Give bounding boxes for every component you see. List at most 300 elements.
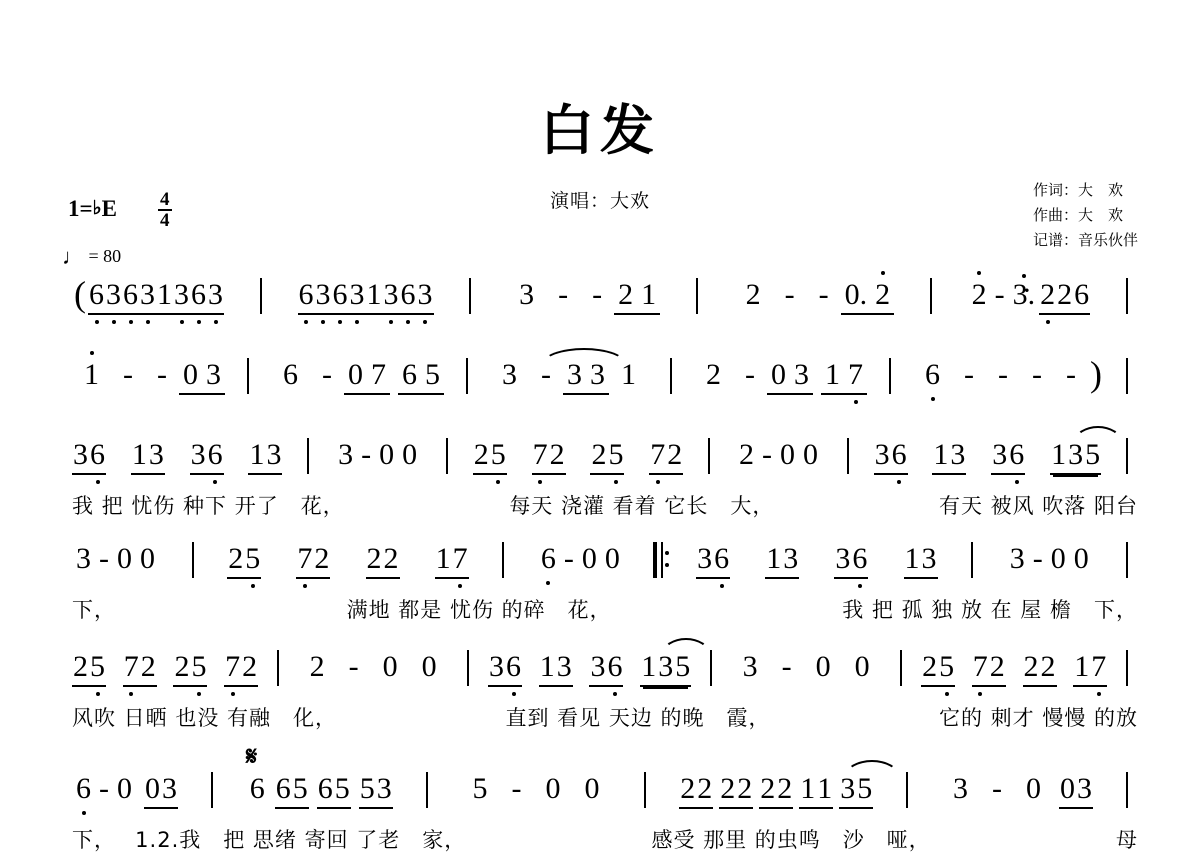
note: 3 [206,358,221,391]
beamed-group [144,772,178,809]
note: 5 [675,650,691,683]
note: 2 [680,772,696,805]
beamed-group [1050,438,1101,475]
note: 3 [190,438,206,471]
beamed-group [532,438,566,475]
barline [260,278,262,314]
key-letter: E [101,196,117,221]
beamed-group [359,772,393,809]
dash: - [994,278,1005,311]
dash: - [563,542,574,575]
note: 5 [191,650,207,683]
beamed-group [1023,650,1057,687]
barline [1126,772,1128,808]
beamed-group [834,542,868,579]
note: 3 [73,438,88,471]
note: 6 [89,278,104,311]
measure [913,354,1104,394]
note: 6 [283,358,298,391]
note: 1 [800,772,816,805]
dash: - [361,438,372,471]
beamed-group [904,542,938,579]
notator-credit: 记谱：音乐伙伴 [1032,231,1138,249]
note: 3 [208,278,223,311]
music-line-1 [0,274,1200,324]
note: 6 [402,358,417,391]
rest: 0 [545,772,561,805]
note: 1 [904,542,920,575]
note: 6 [607,650,623,683]
note: 2 [383,542,399,575]
quarter-note-icon: ♩ [62,244,84,269]
note: 3 [658,650,674,683]
barline [1126,278,1128,314]
dash: - [592,278,603,311]
note: 6 [1009,438,1025,471]
note: 2 [697,772,713,805]
beamed-group [589,650,623,687]
note: 2 [745,278,761,311]
note: 6 [714,542,730,575]
beamed-group [590,438,624,475]
note: 1 [1074,650,1090,683]
dash: - [761,438,772,471]
lyric-segment: 有天 被风 吹落 阳台 [938,494,1138,518]
note: 2 [309,650,325,683]
note: 5 [425,358,440,391]
lyricist-credit: 作词：大 欢 [1032,181,1123,199]
lyric-segment: 每天 浇灌 看着 它长 大， [509,494,775,518]
measure [72,274,224,315]
note: 1 [249,438,265,471]
lyric-segment: 它的 刺才 慢慢 的放 [938,706,1138,730]
barline [644,772,646,808]
note: 6 [852,542,868,575]
note: 2 [738,438,754,471]
composer-credit: 作曲：大 欢 [1032,206,1123,224]
note: 3 [1009,542,1025,575]
note: 3 [338,438,354,471]
measure [334,438,421,472]
note: 5 [472,772,488,805]
note: 6 [249,772,265,805]
dash: - [511,772,522,805]
note: 1 [641,278,657,311]
note: 5 [939,650,955,683]
note: 2 [473,438,489,471]
measure [72,358,225,395]
rest: 0 [145,772,160,805]
beamed-group [72,650,106,687]
beamed-group [767,358,813,395]
note: 5 [292,772,308,805]
barline [277,650,279,686]
note: 2 [549,438,565,471]
note: 1 [539,650,555,683]
measure [246,772,393,809]
note: 3 [489,650,505,683]
dash: - [998,358,1008,391]
beamed-group [874,438,908,475]
note: 2 [366,542,382,575]
note: 2 [706,358,721,391]
beamed-group [72,438,106,475]
tempo-marking [62,242,121,268]
beamed-group [123,650,157,687]
note: 3 [835,542,851,575]
note: 3 [383,278,399,311]
beamed-group [640,650,691,687]
note: 6 [537,542,560,576]
note: 3 [950,438,966,471]
note: 7 [452,542,468,575]
note: 3 [556,650,572,683]
barline [670,358,672,394]
note: 6 [891,438,907,471]
note: 3 [794,358,809,391]
beamed-group [563,358,609,395]
barline [900,650,902,686]
beamed-group [435,542,469,579]
note: 3 [992,438,1008,471]
beamed-group [539,650,573,687]
rest: 0 [402,438,418,471]
note: 3 [874,438,890,471]
dash: - [348,650,359,683]
rest: 0 [1050,542,1066,575]
beamed-group [173,650,207,687]
beamed-group [719,772,753,809]
phrase-open-paren: ( [74,274,86,314]
rest: 0 [771,358,786,391]
beamed-group [932,438,966,475]
note: 3 [567,358,582,391]
beamed-group [344,358,390,395]
barline [192,542,194,578]
beamed-group [821,358,867,395]
note: 5 [608,438,624,471]
segno-icon: 𝄋 [246,742,258,771]
note: 2 [989,650,1005,683]
note: 6 [506,650,522,683]
beamed-group [190,438,224,475]
dash: - [157,358,167,391]
note: 2 [720,772,736,805]
note: 7 [532,438,548,471]
note: 6 [298,278,314,311]
lyric-segment: 直到 看见 天边 的晚 霞， [505,706,771,730]
beamed-group [317,772,351,809]
barline [1126,542,1128,578]
beamed-group-inner [1050,438,1101,475]
rest: 0 [421,650,437,683]
note: 3 [417,278,433,311]
dash: - [558,278,569,311]
note: 5 [359,772,375,805]
note: 2 [968,278,991,312]
rest: 0 [802,438,818,471]
measure [461,772,612,806]
barline [889,358,891,394]
barline [971,542,973,578]
barline [1126,650,1128,686]
note: 1 [366,278,382,311]
note: 3 [502,358,517,391]
note: 3 [266,438,282,471]
note: 6 [191,278,206,311]
dash: - [992,772,1002,805]
singer-credit: 演唱：大欢 [549,190,650,212]
rest: 0 [140,542,155,575]
note: 7 [371,358,386,391]
beamed-group [298,278,434,315]
barline [469,278,471,314]
beamed-group [679,772,713,809]
note: 1 [933,438,949,471]
measure [731,650,882,684]
time-signature [158,190,172,230]
beamed-group [972,650,1006,687]
note: 5 [334,772,350,805]
note: 2 [922,650,938,683]
note: 5 [1085,438,1101,471]
note: 2 [1040,650,1056,683]
note: 7 [123,650,139,683]
note: 3 [1077,772,1092,805]
note: 3 [148,438,164,471]
beamed-group [488,650,522,687]
measure [968,278,1091,315]
meter-numerator: 4 [160,189,170,210]
note: 3 [953,772,968,805]
rest: 0 [382,650,398,683]
rest: 0 [1060,772,1075,805]
note: 3 [349,278,365,311]
note: 2 [314,542,330,575]
beamed-group [366,542,400,579]
dash: - [1032,542,1043,575]
rest: 0 [379,438,395,471]
barline [1126,358,1128,394]
barline [247,358,249,394]
note: 3 [840,772,856,805]
repeat-start-barline [653,542,663,578]
beamed-group-inner [640,650,691,687]
phrase-close-paren: ) [1090,354,1102,394]
rest: 0 [183,358,198,391]
dash: - [1032,358,1042,391]
note: 2 [618,278,634,311]
measure [735,438,822,472]
note: 1 [1051,438,1067,471]
note: 7 [297,542,313,575]
note: 2 [1023,650,1039,683]
rest: 0 [117,542,132,575]
note: 3 [742,650,758,683]
dash: - [541,358,551,391]
beamed-group [227,542,261,579]
key-signature [68,196,117,222]
barline [930,278,932,314]
measure [1006,542,1093,576]
note: 7 [1091,650,1107,683]
lyric-segment: 我 把 孤 独 放 在 屋 檐 下， [842,598,1138,622]
note: 6 [332,278,348,311]
note: 3 [697,542,713,575]
note: 6 [400,278,416,311]
measure [72,542,159,576]
lyric-segment: 下， 1.2.我 把 思绪 寄回 了老 家， [72,828,467,852]
lyric-segment: 感受 那里 的虫鸣 沙 哑， [651,828,931,852]
lyric-segment: 下， [72,598,116,622]
note: 3 [783,542,799,575]
rest: 0 [584,772,600,805]
rest: 0 [815,650,831,683]
note: 7 [972,650,988,683]
note: 3 [590,650,606,683]
barline [467,650,469,686]
barline [307,438,309,474]
beamed-group [88,278,224,315]
note: 6 [72,772,95,806]
music-line-3 [0,438,1200,484]
dash: - [99,542,109,575]
rest: 0 [117,772,132,805]
beamed-group [275,772,309,809]
note: 3. · [1009,278,1040,312]
beamed-group [799,772,833,809]
note: 2 [667,438,683,471]
note: 2 [1057,278,1073,311]
note: 1 [131,438,147,471]
lyric-segment: 满地 都是 忧伤 的碎 花， [346,598,612,622]
rest: 0 [854,650,870,683]
dash: - [784,278,795,311]
measure [72,772,178,809]
dash: - [1066,358,1076,391]
beamed-group [179,358,225,395]
beamed-group [473,438,507,475]
beamed-group [1039,278,1090,315]
beamed-group [248,438,282,475]
note: 1 [641,650,657,683]
note: 6 [317,772,333,805]
measure [271,358,444,395]
note: 2 [1040,278,1056,311]
beamed-group [296,542,330,579]
barline [1126,438,1128,474]
rest: 0 [348,358,363,391]
measure [298,650,449,684]
dash: - [745,358,755,391]
barline [426,772,428,808]
note: 3 [519,278,535,311]
beamed-group [1073,650,1107,687]
measure [941,772,1093,809]
note: 1 [157,278,172,311]
note: 2 [737,772,753,805]
credits-block [1033,178,1138,253]
music-line-2 [0,354,1200,404]
tempo-value: = 80 [88,246,122,266]
note: 1 [766,542,782,575]
note: 2 [140,650,156,683]
barline [446,438,448,474]
note: 2 [591,438,607,471]
beamed-group [841,278,895,315]
beamed-group [614,278,660,315]
beamed-group [921,650,955,687]
rest: 0 [604,542,620,575]
note: 2 [174,650,190,683]
note: 5 [490,438,506,471]
note: 3 [162,772,177,805]
note: 2 [777,772,793,805]
note: 3 [1068,438,1084,471]
measure [734,278,895,315]
note: 6 [123,278,138,311]
note: 6 [1074,278,1090,311]
beamed-group [224,650,258,687]
lyric-segment: 风吹 日晒 也没 有融 化， [72,706,338,730]
note: 7 [225,650,241,683]
lyrics-line-1 [72,490,1138,520]
barline [696,278,698,314]
barline [710,650,712,686]
measure [490,358,648,395]
flat-icon: ♭ [92,198,102,219]
rest: 0 [779,438,795,471]
dash: - [99,772,109,805]
note: 7 [650,438,666,471]
note: 6 [207,438,223,471]
note: 6 [275,772,291,805]
barline [906,772,908,808]
rest: 0 [1073,542,1089,575]
note: 2 [871,278,894,312]
dash: - [322,358,332,391]
note: 5 [857,772,873,805]
beamed-group [398,358,444,395]
measure [679,772,873,809]
note: 7 [844,358,867,392]
note: 3 [921,542,937,575]
note: 3 [76,542,91,575]
dash: - [818,278,829,311]
note: 2 [760,772,776,805]
key-label: 1= [68,196,93,221]
beamed-group [1059,772,1093,809]
note: 3 [174,278,189,311]
note: 6 [913,358,952,392]
note: 0. [844,278,868,311]
lyric-segment: 母 [1115,828,1138,852]
barline [502,542,504,578]
meter-denominator: 4 [160,210,170,231]
measure [507,278,660,315]
beamed-group [839,772,873,809]
note: 3 [106,278,121,311]
measure [694,358,867,395]
beamed-group [131,438,165,475]
rest: 0 [581,542,597,575]
note: 1 [435,542,451,575]
note: 3 [376,772,392,805]
beamed-group [765,542,799,579]
note: 1 [825,358,840,391]
lyrics-line-3 [72,702,1138,732]
note: 2 [228,542,244,575]
